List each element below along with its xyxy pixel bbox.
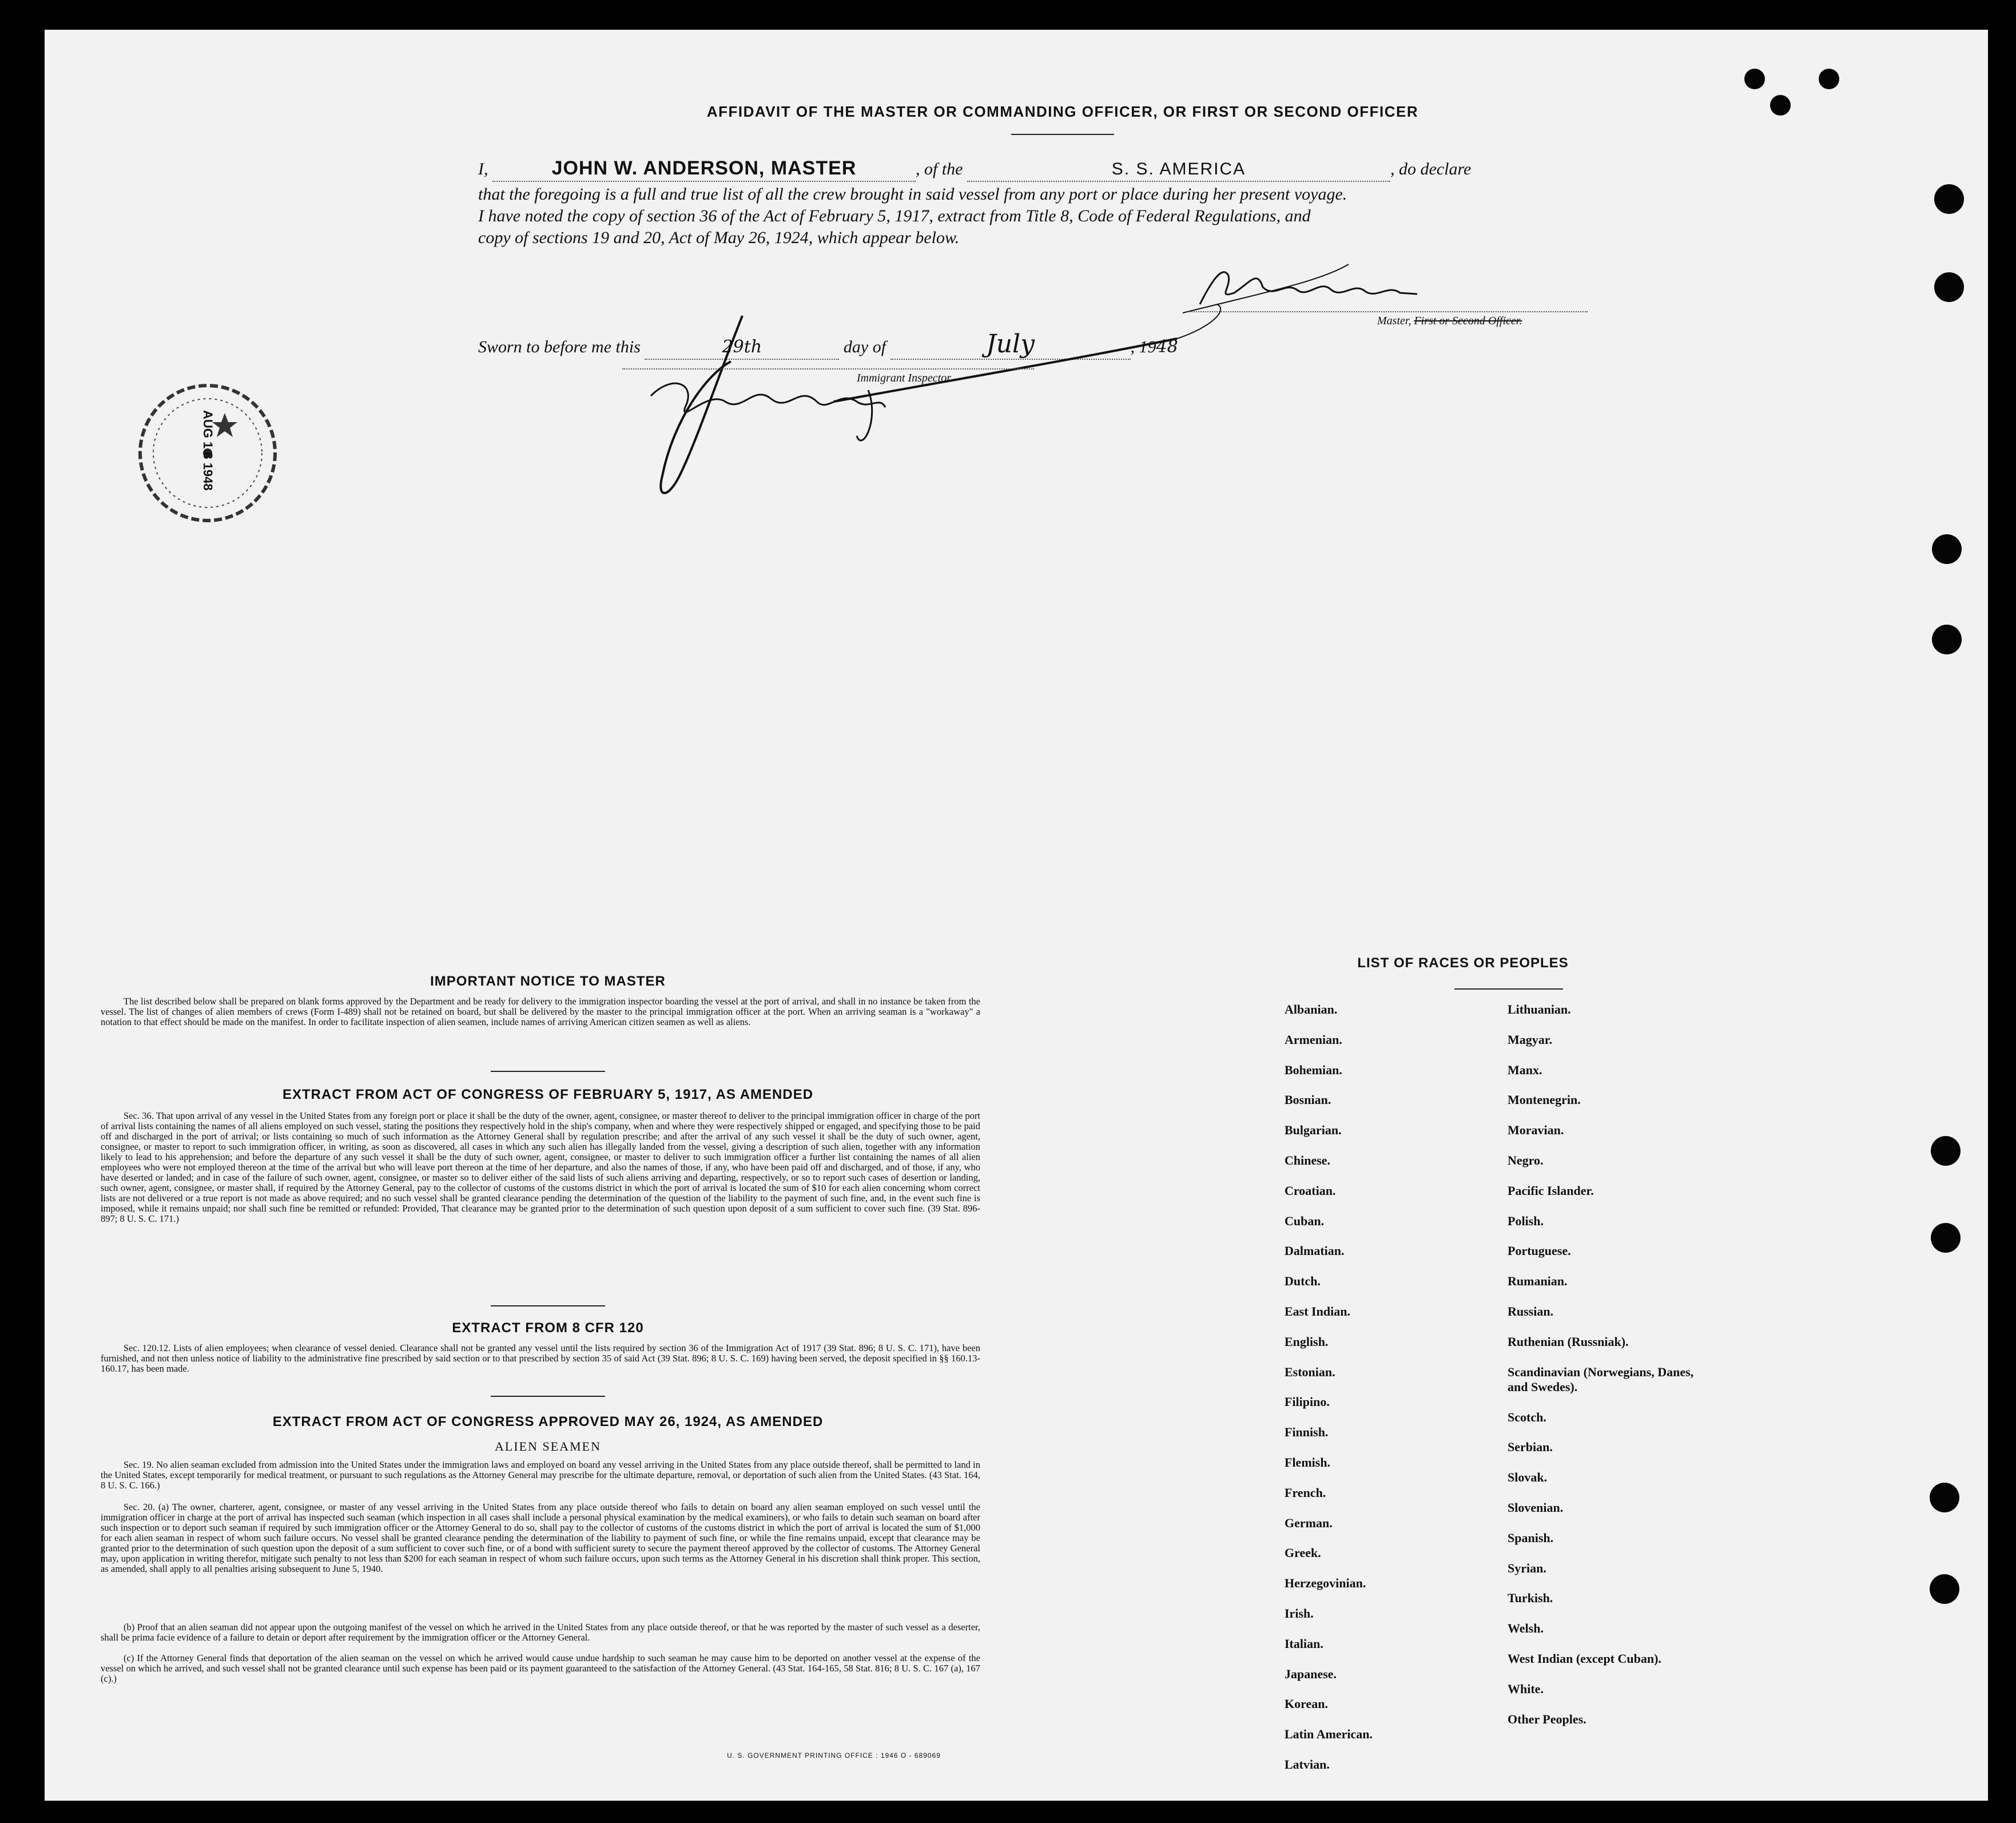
- race-item: Moravian.: [1508, 1123, 1564, 1138]
- race-item: Dutch.: [1285, 1274, 1321, 1289]
- port-stamp: [133, 379, 282, 527]
- affidavit-prefix: I,: [478, 160, 488, 178]
- of-the-text: , of the: [916, 160, 963, 178]
- race-item: Japanese.: [1285, 1666, 1337, 1681]
- punch-hole: [1930, 1483, 1959, 1512]
- punch-hole: [1932, 534, 1962, 564]
- signature-line: [1187, 311, 1588, 313]
- master-name: JOHN W. ANDERSON, MASTER: [551, 157, 857, 179]
- race-item: Scandinavian (Norwegians, Danes, and Swedes).: [1508, 1364, 1694, 1394]
- race-item: Bohemian.: [1285, 1062, 1342, 1077]
- race-item: Ruthenian (Russniak).: [1508, 1334, 1629, 1349]
- extract-1924-sec20a: Sec. 20. (a) The owner, charterer, agent, consignee, or master of any vessel arriving in the United States from any place outside thereof who fails to detain on board any alien seaman employed on such vessel until the immigration officer in charge at the port of arrival has inspected such seaman (which inspection in all cases shall include a personal physical examination by the medical examiners), or who fails to detain such seaman on board after such inspection or to deport such seaman if required by such immigration officer or the Attorney General to do so, shall pay to the collector of customs of the customs district in which the port of arrival is located the sum of $1,000 for each alien seaman in respect of whom such failure occurs. No vessel shall be granted clearance pending the determination of the liability to payment of such fine, or while the fine remains unpaid, except that clearance may be granted prior to the determination of such question upon the deposit of a sum sufficient to cover such fine, or of a bond with sufficient surety to secure the payment thereof approved by the collector of customs. The Attorney General may, upon application in writing therefor, mitigate such penalty to not less than $200 for each seaman in respect of whom such failure occurs, upon such terms as the Attorney General in his discretion shall think proper. This section, as amended, shall apply to all penalties arising subsequent to June 5, 1940.: [101, 1502, 980, 1574]
- race-item: Irish.: [1285, 1606, 1314, 1621]
- race-item: Latin American.: [1285, 1727, 1373, 1742]
- divider: [1011, 134, 1114, 135]
- race-item: Serbian.: [1508, 1440, 1553, 1455]
- race-item: Magyar.: [1508, 1032, 1553, 1047]
- master-name-field: [492, 157, 916, 182]
- race-item: West Indian (except Cuban).: [1508, 1651, 1661, 1666]
- races-column-2: [1508, 1002, 1713, 1742]
- race-item: Italian.: [1285, 1636, 1323, 1651]
- notice-text: The list described below shall be prepared on blank forms approved by the Department and be ready for delivery to the immigration inspector boarding the vessel at the port of arrival, and shall in no instance be taken from the vessel. The list of changes of alien members of crews (Form I-489) shall not be retained on board, but shall be delivered by the master to the principal immigration officer at the port. When an arriving seaman is a "workaway" a notation to that effect should be made on the manifest. In order to facilitate inspection of alien seamen, include names of arriving American citizen seamen as well as aliens.: [101, 996, 980, 1027]
- year-value: 48: [1156, 337, 1178, 357]
- races-column-1: [1285, 1002, 1373, 1788]
- affidavit-line-2: that the foregoing is a full and true list of all the crew brought in said vessel from any port or place during her present voyage.: [478, 185, 1347, 204]
- struck-officer-text: First or Second Officer.: [1414, 315, 1522, 327]
- manifest-page: [45, 30, 1988, 1801]
- punch-hole: [1931, 1136, 1961, 1166]
- race-item: Rumanian.: [1508, 1274, 1568, 1289]
- race-item: English.: [1285, 1334, 1329, 1349]
- race-item: Bulgarian.: [1285, 1123, 1342, 1138]
- race-item: French.: [1285, 1485, 1326, 1500]
- race-item: Herzegovinian.: [1285, 1576, 1366, 1591]
- inspector-signature: [617, 304, 1246, 510]
- race-item: Pacific Islander.: [1508, 1183, 1594, 1198]
- race-item: Filipino.: [1285, 1395, 1330, 1409]
- extract-8cfr-heading: EXTRACT FROM 8 CFR 120: [452, 1320, 644, 1336]
- punch-hole: [1934, 272, 1964, 302]
- divider: [491, 1305, 605, 1306]
- races-title: LIST OF RACES OR PEOPLES: [1357, 955, 1569, 971]
- stamp-date: AUG 1 8 1948: [201, 410, 215, 491]
- race-item: Slovenian.: [1508, 1500, 1564, 1515]
- punch-hole: [1932, 625, 1962, 654]
- punch-hole: [1934, 184, 1964, 214]
- extract-8cfr-text: Sec. 120.12. Lists of alien employees; when clearance of vessel denied. Clearance shall not be granted any vessel until the lists required by section 36 of the Immigration Act of 1917 (39 Stat. 896; 8 U. S. C. 171), have been furnished, and not then unless notice of liability to the administrative fine prescribed by said section or to that prescribed by section 35 of said Act (39 Stat. 896; 8 U. S. C. 169) having been served, the deposit specified in §§ 160.13-160.17, has been made.: [101, 1343, 980, 1374]
- race-item: Manx.: [1508, 1062, 1542, 1077]
- do-declare-text: , do declare: [1390, 160, 1472, 178]
- race-item: Other Peoples.: [1508, 1711, 1586, 1726]
- race-item: Dalmatian.: [1285, 1244, 1345, 1258]
- race-item: Estonian.: [1285, 1364, 1335, 1379]
- race-item: Flemish.: [1285, 1455, 1331, 1469]
- race-item: Montenegrin.: [1508, 1093, 1581, 1107]
- race-item: Spanish.: [1508, 1530, 1554, 1545]
- divider: [491, 1396, 605, 1397]
- race-item: Bosnian.: [1285, 1093, 1331, 1107]
- race-item: Greek.: [1285, 1546, 1321, 1560]
- race-item: German.: [1285, 1515, 1333, 1530]
- extract-1924-sec20b: (b) Proof that an alien seaman did not appear upon the outgoing manifest of the vessel on which he arrived in the United States from any place outside thereof, or that he was reported by the master of such vessel as a deserter, shall be prima facie evidence of a failure to detain or deport after requirement by the immigration officer or the Attorney General.: [101, 1622, 980, 1643]
- divider: [491, 1071, 605, 1072]
- race-item: Armenian.: [1285, 1032, 1342, 1047]
- punch-hole: [1819, 69, 1839, 89]
- affidavit-title: AFFIDAVIT OF THE MASTER OR COMMANDING OFFICER, OR FIRST OR SECOND OFFICER: [706, 103, 1419, 120]
- punch-hole: [1744, 69, 1765, 89]
- race-item: Finnish.: [1285, 1425, 1329, 1440]
- race-item: White.: [1508, 1681, 1544, 1696]
- extract-1917-text: Sec. 36. That upon arrival of any vessel in the United States from any foreign port or place it shall be the duty of the owner, agent, consignee, or master thereof to deliver to the principal immigration officer in charge of the port of arrival lists containing the names of all aliens employed on such vessel, stating the positions they respectively hold in the ship's company, when and where they were respectively shipped or engaged, and specifying those to be paid off and discharged in the port of arrival; or lists containing so much of such information as the Attorney General shall by regulation prescribe; and after the arrival of any such vessel it shall be the duty of such owner, agent, consignee, or master to report to such immigration officer, in writing, as soon as discovered, all cases in which any such alien has illegally landed from the vessel, giving a description of such alien, together with any information likely to lead to his apprehension; and before the departure of any such vessel it shall be the duty of such owner, agent, consignee, or master to deliver to such immigration officer a further list containing the names of all alien employees who were not employed thereon at the time of the arrival but who will leave port thereon at the time of her departure, and also the names of those, if any, who have been paid off and discharged, and of those, if any, who have deserted or landed; and in case of the failure of such owner, agent, consignee, or master so to deliver either of the said lists of such aliens arriving and departing, respectively, or so to report such cases of desertion or landing, such owner, agent, consignee, or master shall, if required by the Attorney General, pay to the collector of customs of the customs district in which the port of arrival is located the sum of $10 for each alien concerning whom correct lists are not delivered or a true report is not made as above required; and no such vessel shall be granted clearance pending the determination of the question of the liability to the payment of such fine, and, in the event such fine is imposed, while it remains unpaid; nor shall such fine be remitted or refunded: Provided, That clearance may be granted prior to the determination of such question upon deposit of a sum sufficient to cover such fine. (39 Stat. 896-897; 8 U. S. C. 171.): [101, 1110, 980, 1224]
- master-caption-text: Master,: [1377, 315, 1411, 327]
- extract-1924-sec19: Sec. 19. No alien seaman excluded from admission into the United States under the immigration laws and employed on board any vessel arriving in the United States from any place outside thereof, shall be permitted to land in the United States, except temporarily for medical treatment, or pursuant to such regulations as the Attorney General may prescribe for the ultimate departure, removal, or deportation of such alien from the United States. (43 Stat. 164, 8 U. S. C. 166.): [101, 1459, 980, 1491]
- race-item: Cuban.: [1285, 1213, 1325, 1228]
- ship-name: S. S. AMERICA: [1111, 160, 1246, 178]
- extract-1924-heading: EXTRACT FROM ACT OF CONGRESS APPROVED MAY 26, 1924, AS AMENDED: [272, 1414, 824, 1429]
- divider: [1454, 988, 1563, 990]
- day-value: 29th: [722, 337, 762, 357]
- extract-1917-heading: EXTRACT FROM ACT OF CONGRESS OF FEBRUARY 5, 1917, AS AMENDED: [282, 1087, 814, 1102]
- race-item: Portuguese.: [1508, 1244, 1571, 1258]
- race-item: Croatian.: [1285, 1183, 1336, 1198]
- race-item: Slovak.: [1508, 1470, 1548, 1485]
- race-item: Russian.: [1508, 1304, 1554, 1318]
- printing-office-footer: U. S. GOVERNMENT PRINTING OFFICE : 1946 O - 689069: [727, 1751, 941, 1760]
- punch-hole: [1931, 1223, 1961, 1253]
- race-item: Lithuanian.: [1508, 1002, 1571, 1016]
- master-caption: [1377, 315, 1522, 328]
- inspector-line: [622, 368, 1034, 370]
- affidavit-line-4: copy of sections 19 and 20, Act of May 26, 1924, which appear below.: [478, 228, 960, 247]
- race-item: Turkish.: [1508, 1591, 1553, 1606]
- race-item: Albanian.: [1285, 1002, 1338, 1016]
- extract-1924-sec20c: (c) If the Attorney General finds that deportation of the alien seaman on the vessel on which he arrived would cause undue hardship to such seaman he may cause him to be deported on another vessel at the expense of the vessel on which he arrived, and such vessel shall not be granted clearance until such expense has been paid or its payment guaranteed to the satisfaction of the Attorney General. (43 Stat. 164-165, 58 Stat. 816; 8 U. S. C. 167 (a), 167 (c).): [101, 1653, 980, 1684]
- race-item: Welsh.: [1508, 1621, 1544, 1636]
- sworn-prefix: Sworn to before me this: [478, 337, 641, 356]
- race-item: Scotch.: [1508, 1409, 1546, 1424]
- race-item: Polish.: [1508, 1213, 1544, 1228]
- punch-hole: [1930, 1574, 1959, 1604]
- punch-hole: [1770, 95, 1791, 116]
- inspector-caption: Immigrant Inspector.: [857, 372, 953, 384]
- day-of-text: day of: [843, 337, 886, 356]
- race-item: Negro.: [1508, 1153, 1544, 1167]
- race-item: Syrian.: [1508, 1560, 1546, 1575]
- year-prefix: , 19: [1130, 337, 1156, 356]
- race-item: Chinese.: [1285, 1153, 1331, 1167]
- affidavit-line-3: I have noted the copy of section 36 of the Act of February 5, 1917, extract from Title 8, Code of Federal Regulations, and: [478, 206, 1311, 225]
- notice-heading: IMPORTANT NOTICE TO MASTER: [430, 974, 666, 989]
- race-item: Latvian.: [1285, 1757, 1330, 1772]
- race-item: East Indian.: [1285, 1304, 1350, 1318]
- month-value: July: [986, 329, 1035, 359]
- ship-name-field: [967, 158, 1390, 182]
- affidavit-line-1: [478, 157, 1599, 182]
- race-item: Korean.: [1285, 1697, 1328, 1711]
- alien-seamen-subheading: ALIEN SEAMEN: [495, 1439, 601, 1453]
